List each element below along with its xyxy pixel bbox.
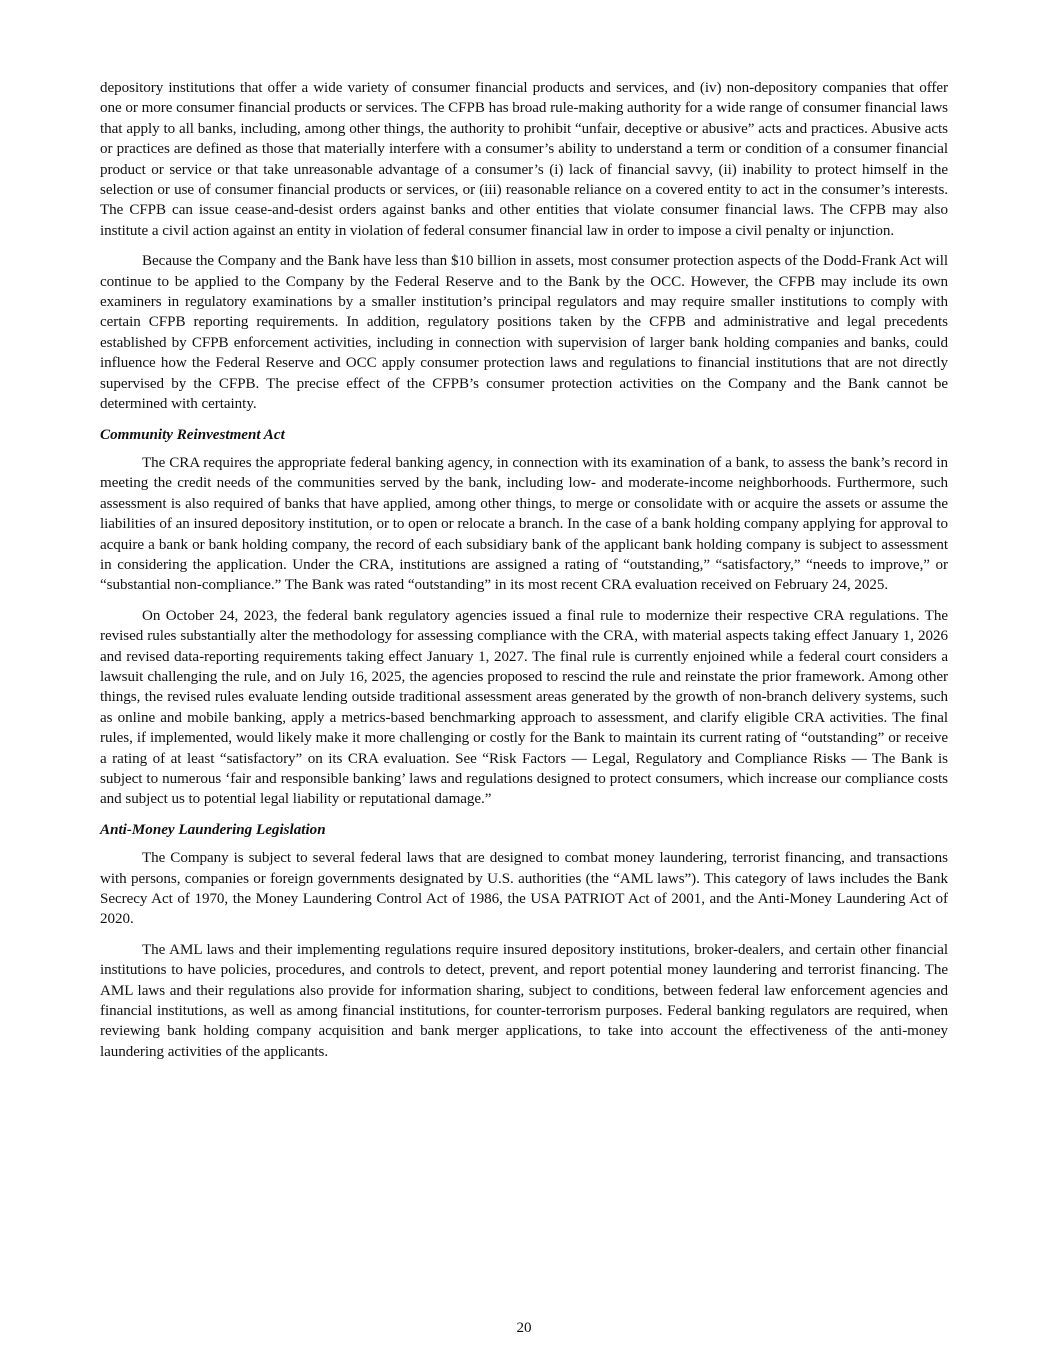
paragraph-cra-final-rule: On October 24, 2023, the federal bank regulatory agencies issued a final rule to modernize their respective CRA regulations. The revised rules substantially alter the methodology for assessing compliance with the CRA, with material aspects taking effect January 1, 2026 and revised data-reporting requirements taking effect January 1, 2027. The final rule is currently enjoined while a federal court considers a lawsuit challenging the rule, and on July 16, 2025, the agencies proposed to rescind the rule and reinstate the prior framework. Among other things, the revised rules evaluate lending outside traditional assessment areas generated by the growth of non-branch delivery systems, such as online and mobile banking, apply a metrics-based benchmarking approach to assessment, and clarify eligible CRA activities. The final rules, if implemented, would likely make it more challenging or costly for the Bank to maintain its current rating of “outstanding” or receive a rating of at least “satisfactory” on its CRA evaluation. See “Risk Factors — Legal, Regulatory and Compliance Risks — The Bank is subject to numerous ‘fair and responsible banking’ laws and regulations designed to protect consumers, which increase our compliance costs and subject us to potential legal liability or reputational damage.”: [100, 607, 948, 808]
paragraph-cra-requirements: The CRA requires the appropriate federal banking agency, in connection with its examination of a bank, to assess the bank’s record in meeting the credit needs of the communities served by the bank, including low- and moderate-income neighborhoods. Furthermore, such assessment is also required of banks that have applied, among other things, to merge or consolidate with or acquire the assets or assume the liabilities of an insured depository institution, or to open or relocate a branch. In the case of a bank holding company applying for approval to acquire a bank or bank holding company, the record of each subsidiary bank of the applicant bank holding company is subject to assessment in considering the application. Under the CRA, institutions are assigned a rating of “outstanding,” “satisfactory,” “needs to improve,” or “substantial non-compliance.” The Bank was rated “outstanding” in its most recent CRA evaluation received on February 24, 2025.: [100, 454, 948, 594]
paragraph-aml-laws: The Company is subject to several federal laws that are designed to combat money laundering, terrorist financing, and transactions with persons, companies or foreign governments designated by U.S. authorities (the “AML laws”). This category of laws includes the Bank Secrecy Act of 1970, the Money Laundering Control Act of 1986, the USA PATRIOT Act of 2001, and the Anti-Money Laundering Act of 2020.: [100, 850, 948, 928]
heading-anti-money-laundering: Anti-Money Laundering Legislation: [100, 821, 326, 838]
page-number: 20: [516, 1320, 532, 1336]
paragraph-cfpb-small-institutions: Because the Company and the Bank have less than $10 billion in assets, most consumer protection aspects of the Dodd-Frank Act will continue to be applied to the Company by the Federal Reserve and to the Bank by the OCC. However, the CFPB may include its own examiners in regulatory examinations by a smaller institution’s principal regulators and may require smaller institutions to comply with certain CFPB reporting requirements. In addition, regulatory positions taken by the CFPB and administrative and legal precedents established by CFPB enforcement activities, including in connection with supervision of larger bank holding companies and banks, could influence how the Federal Reserve and OCC apply consumer protection laws and regulations to financial institutions that are not directly supervised by the CFPB. The precise effect of the CFPB’s consumer protection activities on the Company and the Bank cannot be determined with certainty.: [100, 253, 948, 413]
document-page: [100, 78, 948, 1072]
paragraph-cfpb-authority: depository institutions that offer a wide variety of consumer financial products and services, and (iv) non-depository companies that offer one or more consumer financial products or services. The CFPB has broad rule-making authority for a wide range of consumer financial laws that apply to all banks, including, among other things, the authority to prohibit “unfair, deceptive or abusive” acts and practices. Abusive acts or practices are defined as those that materially interfere with a consumer’s ability to understand a term or condition of a consumer financial product or service or that take unreasonable advantage of a consumer’s (i) lack of financial savvy, (ii) inability to protect himself in the selection or use of consumer financial products or services, or (iii) reasonable reliance on a covered entity to act in the consumer’s interests. The CFPB can issue cease-and-desist orders against banks and other entities that violate consumer financial laws. The CFPB may also institute a civil action against an entity in violation of federal consumer financial law in order to impose a civil penalty or injunction.: [100, 80, 948, 239]
paragraph-aml-regulations: The AML laws and their implementing regulations require insured depository institutions, broker-dealers, and certain other financial institutions to have policies, procedures, and controls to detect, prevent, and report potential money laundering and terrorist financing. The AML laws and their regulations also provide for information sharing, subject to conditions, between federal law enforcement agencies and financial institutions, as well as among financial institutions, for counter-terrorism purposes. Federal banking regulators are required, when reviewing bank holding company acquisition and bank merger applications, to take into account the effectiveness of the anti-money laundering activities of the applicants.: [100, 941, 948, 1060]
heading-community-reinvestment-act: Community Reinvestment Act: [100, 426, 285, 443]
